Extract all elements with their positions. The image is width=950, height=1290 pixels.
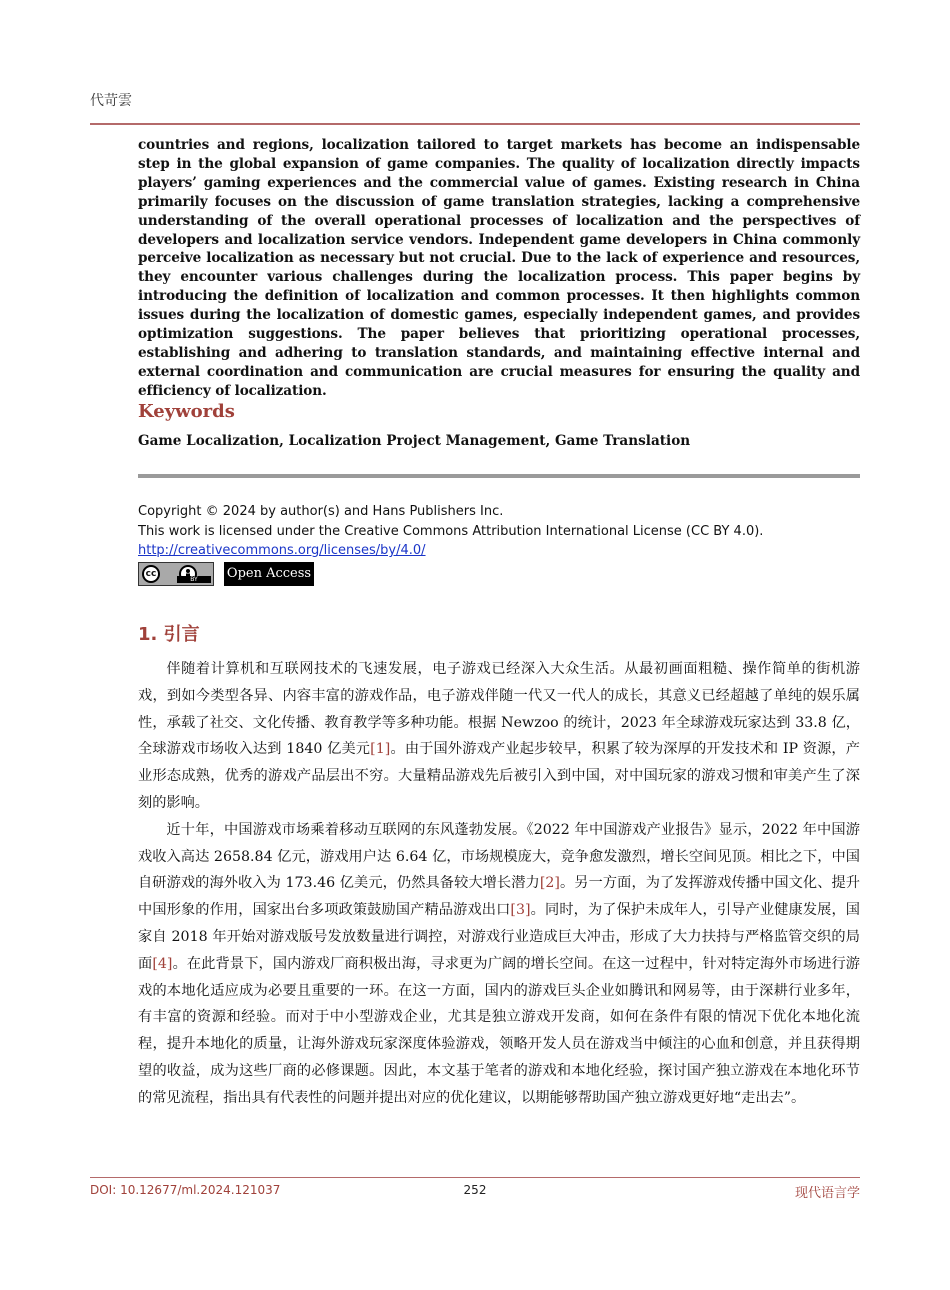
cc-by-label: BY bbox=[177, 576, 211, 583]
paragraph-text: 。由于国外游戏产业起步较早，积累了较为深厚的开发技术和 IP 资源，产业形态成熟，优秀的游戏产品层出不穷。大量精品游戏先后被引入到中国，对中国玩家的游戏习惯和审美产生了深刻的影响。 bbox=[138, 741, 860, 811]
citation-link[interactable]: [3] bbox=[510, 902, 531, 919]
running-header-author: 代苛雲 bbox=[90, 93, 132, 109]
keywords-text: Game Localization, Localization Project Management, Game Translation bbox=[138, 433, 691, 449]
paragraph bbox=[138, 817, 860, 1112]
keywords-heading: Keywords bbox=[138, 401, 235, 422]
paragraph-text: 。在此背景下，国内游戏厂商积极出海，寻求更为广阔的增长空间。在这一过程中，针对特定海外市场进行游戏的本地化适应成为必要且重要的一环。在这一方面，国内的游戏巨头企业如腾讯和网易等，由于深耕行业多年，有丰富的资源和经验。而对于中小型游戏企业，尤其是独立游戏开发商，如何在条件有限的情况下优化本地化流程，提升本地化的质量，让海外游戏玩家深度体验游戏，领略开发人员在游戏当中倾注的心血和创意，并且获得期望的收益，成为这些厂商的必修课题。因此，本文基于笔者的游戏和本地化经验，探讨国产独立游戏在本地化环节的常见流程，指出具有代表性的问题并提出对应的优化建议，以期能够帮助国产独立游戏更好地“走出去”。 bbox=[138, 955, 860, 1106]
header-divider bbox=[90, 123, 860, 125]
section-divider bbox=[138, 474, 860, 478]
paragraph-text: 。同时，为了保护未成年人，引导产业健康发展，国家自 2018 年开始对游戏版号发放数量进行调控，对游戏行业造成巨大冲击，形成了大力扶持与严格监管交织的局面 bbox=[138, 902, 860, 972]
introduction-body bbox=[138, 656, 860, 1112]
paragraph-text: 伴随着计算机和互联网技术的飞速发展，电子游戏已经深入大众生活。从最初画面粗糙、操作简单的街机游戏，到如今类型各异、内容丰富的游戏作品，电子游戏伴随一代又一代人的成长，其意义已经超越了单纯的娱乐属性，承载了社交、文化传播、教育教学等多种功能。根据 Newzoo 的统计，2023 年全球游戏玩家达到 33.8 亿，全球游戏市场收入达到 1840 亿美元 bbox=[138, 661, 860, 758]
citation-link[interactable]: [1] bbox=[370, 741, 391, 758]
footer-divider bbox=[90, 1177, 860, 1178]
paragraph-text: 。另一方面，为了发挥游戏传播中国文化、提升中国形象的作用，国家出台多项政策鼓励国产精品游戏出口 bbox=[138, 875, 860, 919]
abstract-text: countries and regions, localization tailored to target markets has become an indispensable step in the global expansion of game companies. The quality of localization directly impacts players’ gaming experiences and the commercial value of games. Existing research in China primarily focuses on the discussion of game translation strategies, lacking a comprehensive understanding of the overall operational processes of localization and the perspectives of developers and localization service vendors. Independent game developers in China commonly perceive localization as necessary but not crucial. Due to the lack of experience and resources, they encounter various challenges during the localization process. This paper begins by introducing the definition of localization and common processes. It then highlights common issues during the localization of domestic games, especially independent games, and provides optimization suggestions. The paper believes that prioritizing operational processes, establishing and adhering to translation standards, and maintaining effective internal and external coordination and communication are crucial measures for ensuring the quality and efficiency of localization. bbox=[138, 137, 860, 399]
paragraph bbox=[138, 656, 860, 817]
cc-by-badge[interactable] bbox=[138, 562, 214, 586]
journal-name: 现代语言学 bbox=[794, 1186, 860, 1201]
citation-link[interactable]: [4] bbox=[152, 955, 173, 972]
footer-doi: DOI: 10.12677/ml.2024.121037 bbox=[90, 1183, 281, 1197]
license-statement: This work is licensed under the Creative Commons Attribution International License (CC BY 4.0). bbox=[138, 523, 764, 539]
open-access-badge: Open Access bbox=[224, 562, 314, 586]
copyright-line: Copyright © 2024 by author(s) and Hans Publishers Inc. bbox=[138, 504, 504, 519]
license-link[interactable]: http://creativecommons.org/licenses/by/4.0/ bbox=[138, 543, 426, 558]
paragraph-text: 近十年，中国游戏市场乘着移动互联网的东风蓬勃发展。《2022 年中国游戏产业报告》显示，2022 年中国游戏收入高达 2658.84 亿元，游戏用户达 6.64 亿，市场规模庞大，竞争愈发激烈，增长空间见顶。相比之下，中国自研游戏的海外收入为 173.46 亿美元，仍然具备较大增长潜力 bbox=[138, 821, 860, 892]
citation-link[interactable]: [2] bbox=[539, 875, 560, 892]
section-heading-introduction: 1. 引言 bbox=[138, 624, 200, 645]
cc-icon: cc bbox=[142, 565, 160, 583]
license-block bbox=[138, 502, 763, 561]
page-number: 252 bbox=[463, 1183, 487, 1197]
